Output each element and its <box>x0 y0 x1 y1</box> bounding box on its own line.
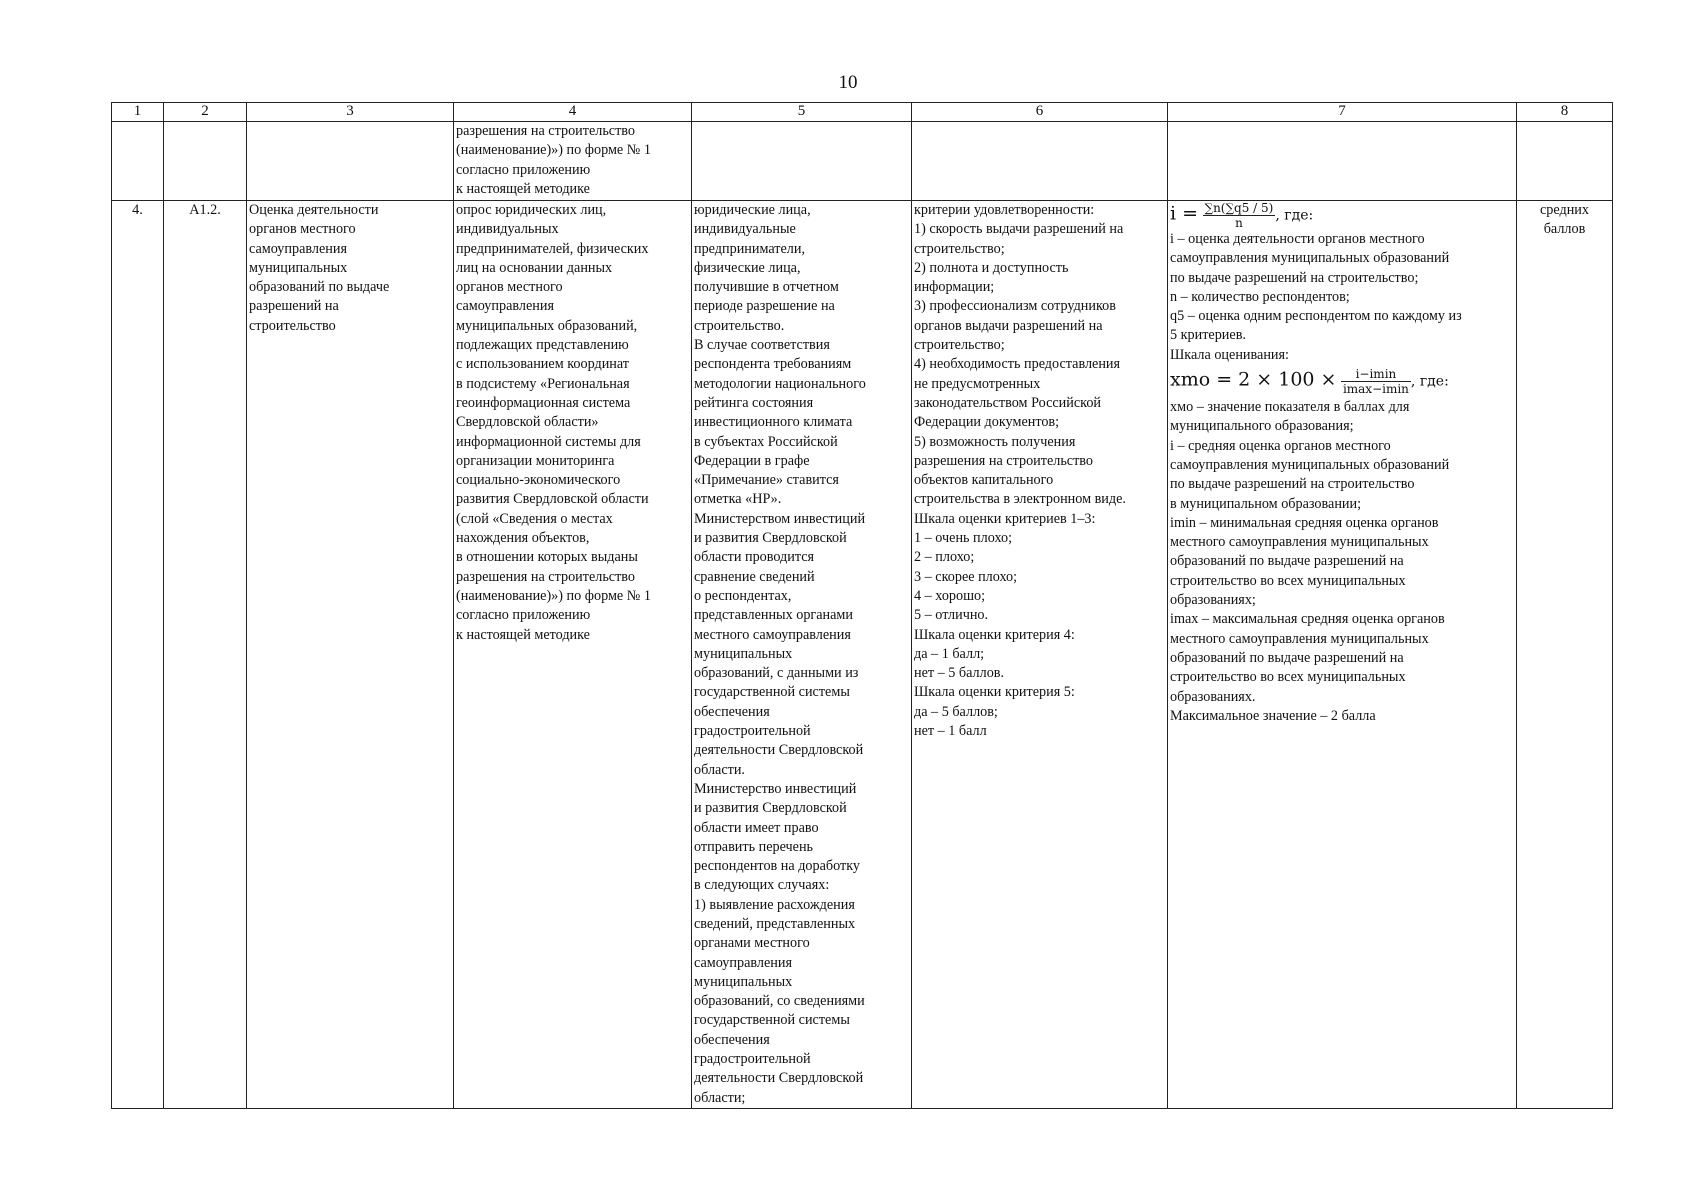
formula-fraction <box>1203 201 1276 230</box>
formula-line: Максимальное значение – 2 балла <box>1170 707 1376 724</box>
formula-mean-score <box>1170 201 1514 230</box>
indicator-code-cell: А1.2. <box>164 201 247 1109</box>
formula-line: xмо – значение показателя в баллах для <box>1170 399 1410 416</box>
column-number: 4 <box>454 103 692 122</box>
formula-line: муниципального образования; <box>1170 418 1354 435</box>
formula-line: в муниципальном образовании; <box>1170 495 1362 512</box>
column-number: 2 <box>164 103 247 122</box>
column-number: 3 <box>247 103 454 122</box>
formula-line: imin – минимальная средняя оценка органов <box>1170 514 1439 531</box>
formula-numerator: ∑n(∑q5 / 5) <box>1204 201 1274 215</box>
unit-cell: средних баллов <box>1517 201 1613 1109</box>
formula-line: местного самоуправления муниципальных <box>1170 630 1429 647</box>
formula-numerator: i−imin <box>1341 367 1411 382</box>
methodology-table <box>111 102 1613 1109</box>
column-number: 8 <box>1517 103 1613 122</box>
formula-line: образованиях. <box>1170 688 1256 705</box>
formula-line: i – средняя оценка органов местного <box>1170 437 1391 454</box>
formula-line: образований по выдаче разрешений на <box>1170 649 1404 666</box>
column-number: 6 <box>912 103 1168 122</box>
formula-suffix: , где: <box>1410 373 1449 390</box>
continuation-row <box>112 122 1613 201</box>
formula-suffix: , где: <box>1275 207 1314 224</box>
data-source-cell: опрос юридических лиц, индивидуальных предпринимателей, физических лиц на основании данных органов местного самоуправления муниципальных образований, подлежащих представлению с использованием координат в подсистему «Региональная геоинформационная система Свердловской области» информационной системы для организации мониторинга социально-экономического развития Свердловской области (слой «Сведения о местах нахождения объектов, в отношении которых выданы разрешения на строительство (наименование)») по форме № 1 согласно приложению к настоящей методике <box>454 201 692 1109</box>
indicator-name-cell: Оценка деятельности органов местного самоуправления муниципальных образований по выдаче разрешений на строительство <box>247 201 454 1109</box>
formula-line: образований по выдаче разрешений на <box>1170 553 1404 570</box>
column-number: 1 <box>112 103 164 122</box>
formula-line: самоуправления муниципальных образований <box>1170 456 1450 473</box>
row-number-cell: 4. <box>112 201 164 1109</box>
formula-line: 5 критериев. <box>1170 327 1246 344</box>
formula-mean-description <box>1170 230 1514 365</box>
formula-line: самоуправления муниципальных образований <box>1170 250 1450 267</box>
column-number: 7 <box>1168 103 1517 122</box>
formula-line: строительство во всех муниципальных <box>1170 669 1406 686</box>
formula-line: i – оценка деятельности органов местного <box>1170 231 1425 247</box>
formula-line: n – количество респондентов; <box>1170 288 1350 305</box>
formula-denominator: imax−imin <box>1342 382 1409 397</box>
page-number: 10 <box>838 72 858 93</box>
formula-line: строительство во всех муниципальных <box>1170 572 1406 589</box>
criteria-cell: критерии удовлетворенности: 1) скорость выдачи разрешений на строительство; 2) полнота и доступность информации; 3) профессионализм сотрудников органов выдачи разрешений на строительство; 4) необходимость предоставления не предусмотренных законодательством Российской Федерации документов; 5) возможность получения разрешения на строительство объектов капитального строительства в электронном виде. Шкала оценки критериев 1–3: 1 – очень плохо; 2 – плохо; 3 – скорее плохо; 4 – хорошо; 5 – отлично. Шкала оценки критерия 4: да – 1 балл; нет – 5 баллов. Шкала оценки критерия 5: да – 5 баллов; нет – 1 балл <box>912 201 1168 1109</box>
formula-line: по выдаче разрешений на строительство; <box>1170 269 1419 286</box>
formula-line: образованиях; <box>1170 592 1256 609</box>
formula-score-scale <box>1170 367 1514 396</box>
respondents-cell: юридические лица, индивидуальные предприниматели, физические лица, получившие в отчетном периоде разрешение на строительство. В случае соответствия респондента требованиям методологии национального рейтинга состояния инвестиционного климата в субъектах Российской Федерации в графе «Примечание» ставится отметка «НР». Министерством инвестиций и развития Свердловской области проводится сравнение сведений о респондентах, представленных органами местного самоуправления муниципальных образований, с данными из государственной системы обеспечения градостроительной деятельности Свердловской области. Министерство инвестиций и развития Свердловской области имеет право отправить перечень респондентов на доработку в следующих случаях: 1) выявление расхождения сведений, представленных органами местного самоуправления муниципальных образований, со сведениями государственной системы обеспечения градостроительной деятельности Свердловской области; <box>692 201 912 1109</box>
table-row <box>112 201 1613 1109</box>
formula-lhs: i = <box>1170 202 1199 225</box>
formula-denominator: n <box>1235 216 1243 230</box>
continuation-method-cell: разрешения на строительство (наименование)») по форме № 1 согласно приложению к настоящей методике <box>454 122 692 201</box>
formula-line: местного самоуправления муниципальных <box>1170 534 1429 551</box>
formula-scale-description <box>1170 398 1514 726</box>
formula-line: q5 – оценка одним респондентом по каждому из <box>1170 308 1462 325</box>
column-number: 5 <box>692 103 912 122</box>
formula-line: по выдаче разрешений на строительство <box>1170 476 1415 493</box>
formula-line: imax – максимальная средняя оценка органов <box>1170 611 1445 628</box>
formula-fraction <box>1341 367 1411 396</box>
column-number-row <box>112 103 1613 122</box>
formula-line: Шкала оценивания: <box>1170 346 1289 363</box>
formula-lhs: xmo = 2 × 100 × <box>1170 368 1337 391</box>
calculation-cell <box>1168 201 1517 1109</box>
